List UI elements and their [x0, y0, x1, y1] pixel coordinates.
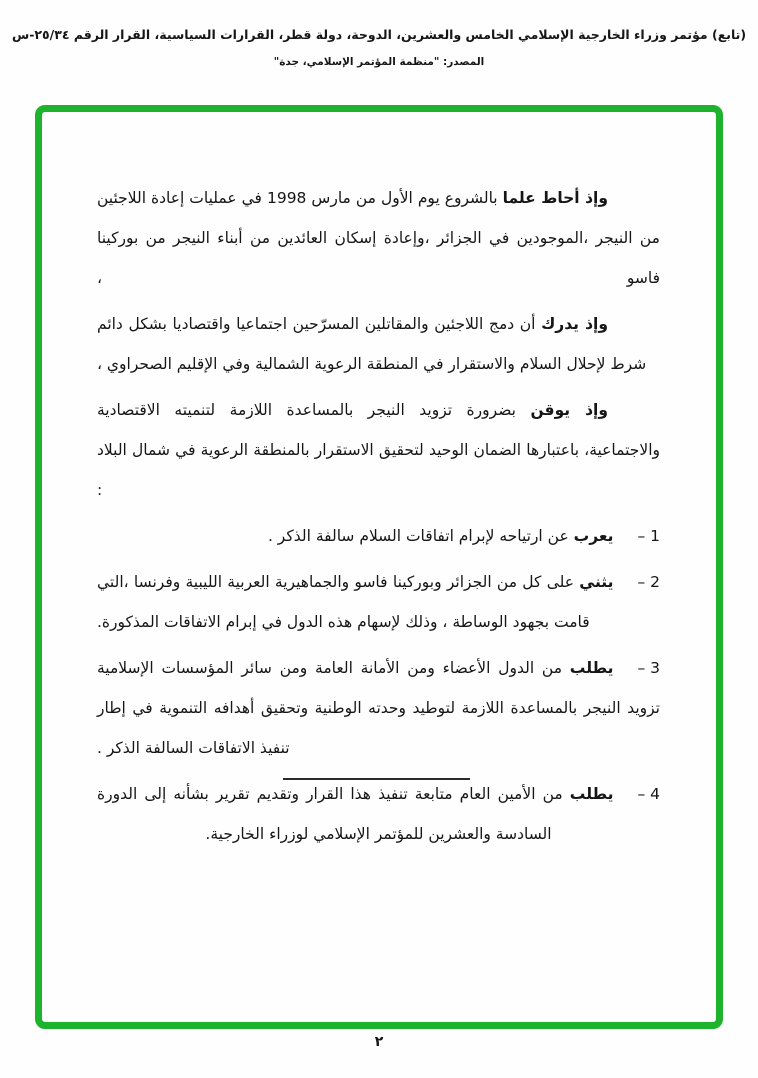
- paragraph-lead: وإذ يوقن: [530, 401, 608, 419]
- item-lead: يطلب: [569, 659, 614, 677]
- operative-item: [97, 648, 660, 768]
- resolution-body: [97, 178, 660, 860]
- item-lead: يثني: [579, 573, 614, 591]
- item-text: من الدول الأعضاء ومن الأمانة العامة ومن سائر المؤسسات الإسلامية تزويد النيجر بالمساعدة اللازمة لتوطيد وحدته الوطنية وتحقيق أهدافه التنموية في إطار تنفيذ الاتفاقات السالفة الذكر .: [97, 659, 660, 757]
- paragraph-lead: وإذ يدرك: [541, 315, 608, 333]
- page-header: [0, 27, 758, 68]
- item-lead: يطلب: [569, 785, 614, 803]
- operative-item: [97, 562, 660, 642]
- item-lead: يعرب: [573, 527, 614, 545]
- item-number: 1 –: [637, 527, 660, 545]
- header-title: (تابع) مؤتمر وزراء الخارجية الإسلامي الخامس والعشرين، الدوحة، دولة قطر، القرارات السياسية، القرار الرقم ٢٥/٣٤-س: [11, 27, 747, 42]
- paragraph-text: بالشروع يوم الأول من مارس 1998 في عمليات إعادة اللاجئين من النيجر ،الموجودين في الجزائر ،وإعادة إسكان العائدين من أبناء النيجر من بوركينا فاسو ،: [97, 189, 660, 287]
- header-source: المصدر: "منظمة المؤتمر الإسلامي، جدة": [273, 56, 485, 68]
- item-text: على كل من الجزائر وبوركينا فاسو والجماهيرية العربية الليبية وفرنسا ،التي قامت بجهود الوساطة ، وذلك لإسهام هذه الدول في إبرام الاتفاقات المذكورة.: [97, 573, 590, 631]
- item-number: 3 –: [637, 659, 660, 677]
- signature-divider-line: [283, 778, 470, 780]
- item-number: 4 –: [637, 785, 660, 803]
- paragraph-lead: وإذ أحاط علما: [502, 189, 608, 207]
- preamble-paragraph: [97, 390, 660, 510]
- paragraph-text: أن دمج اللاجئين والمقاتلين المسرّحين اجتماعيا واقتصاديا بشكل دائم شرط لإحلال السلام والاستقرار في المنطقة الرعوية الشمالية وفي الإقليم الصحراوي ،: [97, 315, 647, 373]
- operative-item: [97, 516, 660, 556]
- paragraph-text: بضرورة تزويد النيجر بالمساعدة اللازمة لتنميته الاقتصادية والاجتماعية، باعتبارها الضمان الوحيد لتحقيق الاستقرار بالمنطقة الرعوية في شمال البلاد :: [97, 401, 660, 499]
- page-number: ٢: [374, 1034, 384, 1050]
- item-number: 2 –: [637, 573, 660, 591]
- preamble-paragraph: [97, 304, 660, 384]
- operative-item: [97, 774, 660, 854]
- preamble-paragraph: [97, 178, 660, 298]
- item-text: عن ارتياحه لإبرام اتفاقات السلام سالفة الذكر .: [267, 527, 574, 545]
- item-text: من الأمين العام متابعة تنفيذ هذا القرار وتقديم تقرير بشأنه إلى الدورة السادسة والعشرين للمؤتمر الإسلامي لوزراء الخارجية.: [97, 785, 570, 843]
